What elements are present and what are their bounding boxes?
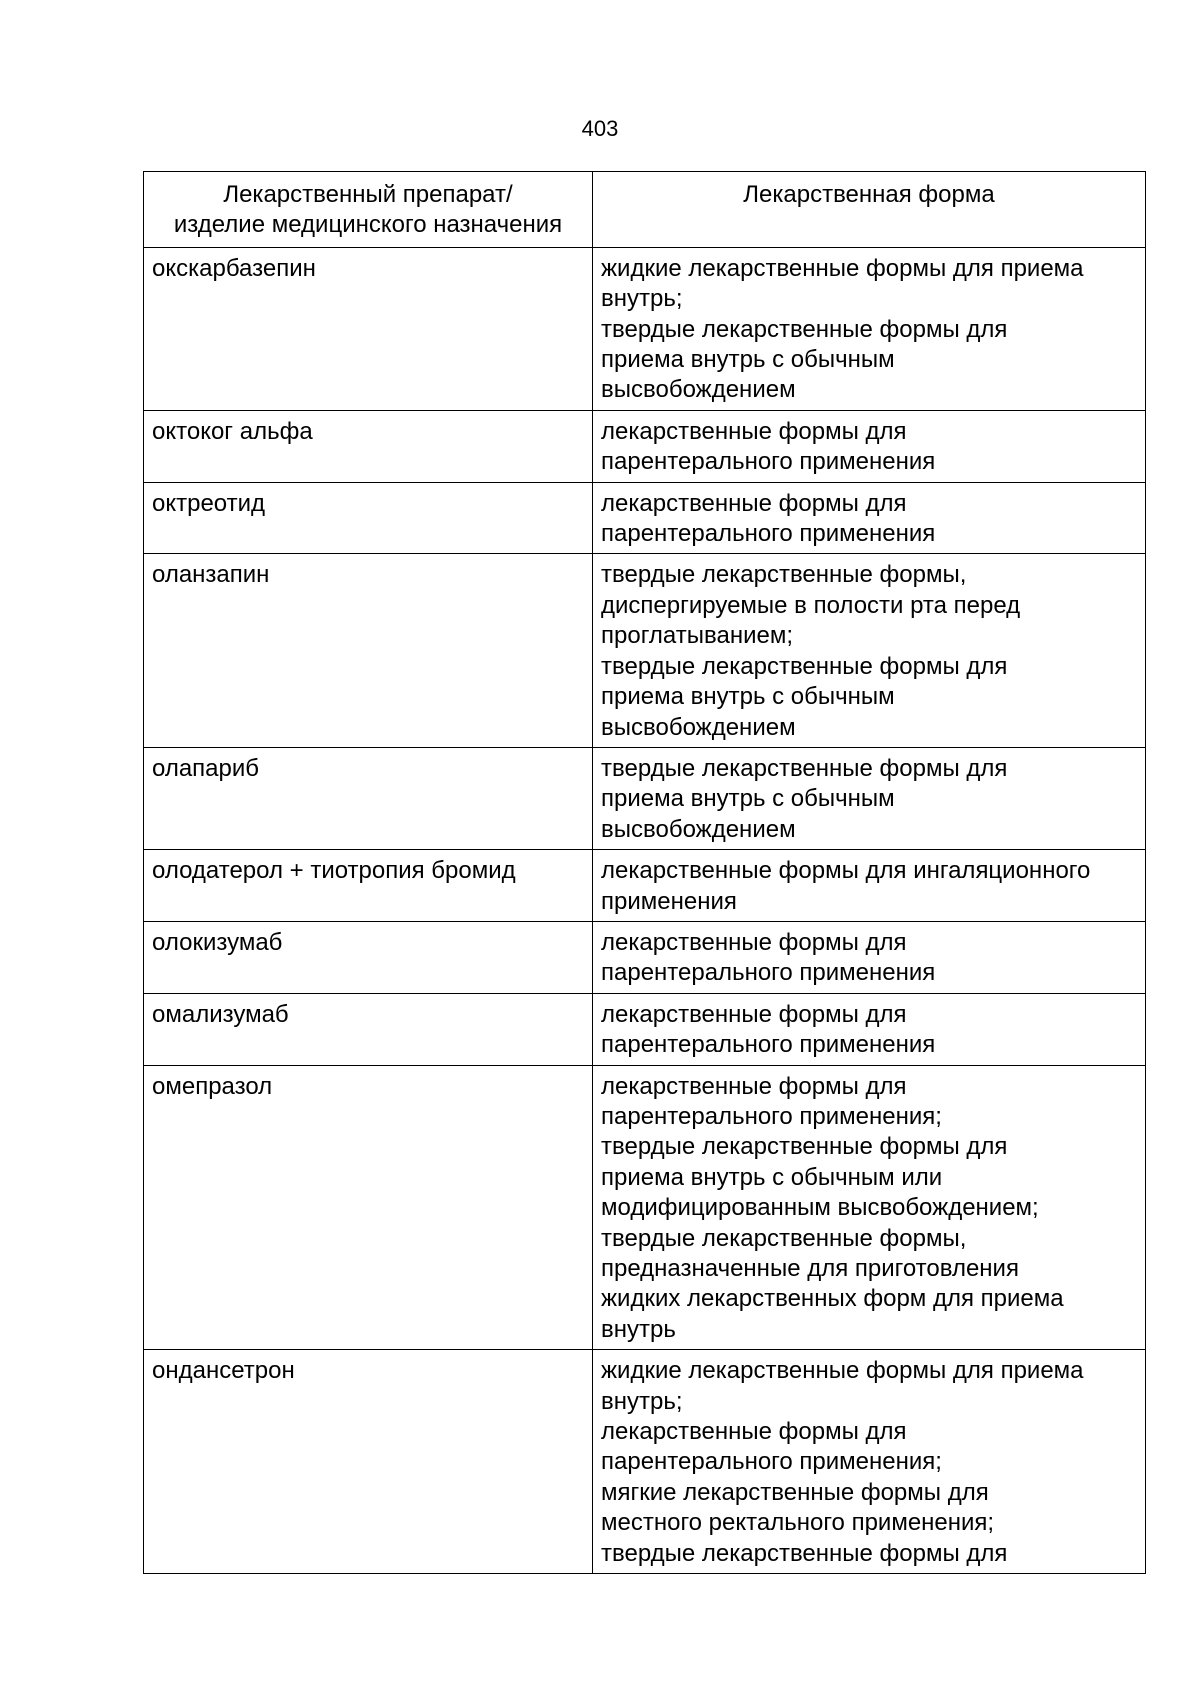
dosage-form-cell [593,554,1146,747]
dosage-form-line: внутрь [601,1315,676,1343]
dosage-form-line: парентерального применения [601,1031,936,1059]
dosage-form-line: жидких лекарственных форм для приема [601,1285,1064,1313]
table-row [144,410,1146,482]
drug-name-line: омепразол [152,1072,273,1100]
table-row [144,554,1146,747]
drug-table [143,171,1146,1574]
dosage-form-line: парентерального применения; [601,1448,942,1476]
page-number: 403 [581,116,619,141]
dosage-form-line: парентерального применения [601,448,936,476]
drug-name-line: ондансетрон [152,1357,295,1385]
drug-name-cell [144,850,593,922]
dosage-form-line: мягкие лекарственные формы для [601,1478,989,1506]
dosage-form-line: высвобождением [601,376,796,404]
dosage-form-line: жидкие лекарственные формы для приема [601,254,1084,282]
dosage-form-cell [593,921,1146,993]
table-row [144,921,1146,993]
dosage-form-cell [593,482,1146,554]
header-text-line: Лекарственный препарат/ [223,181,513,208]
dosage-form-line: твердые лекарственные формы для [601,754,1008,782]
dosage-form-cell [593,993,1146,1065]
drug-name-cell [144,482,593,554]
dosage-form-cell [593,410,1146,482]
table-row [144,482,1146,554]
table-row [144,747,1146,849]
dosage-form-line: твердые лекарственные формы для [601,1133,1008,1161]
dosage-form-line: местного ректального применения; [601,1509,995,1537]
dosage-form-cell [593,747,1146,849]
dosage-form-cell [593,247,1146,410]
dosage-form-line: твердые лекарственные формы, [601,561,967,589]
dosage-form-line: лекарственные формы для [601,417,907,445]
dosage-form-line: твердые лекарственные формы для [601,652,1008,680]
table-row [144,247,1146,410]
drug-name-cell [144,1065,593,1350]
table-row [144,993,1146,1065]
dosage-form-line: лекарственные формы для [601,1000,907,1028]
drug-name-cell [144,747,593,849]
column-header-form [593,172,1146,248]
dosage-form-line: высвобождением [601,815,796,843]
table-row [144,1350,1146,1574]
dosage-form-line: лекарственные формы для ингаляционного [601,857,1091,885]
dosage-form-line: приема внутрь с обычным [601,346,895,374]
dosage-form-line: твердые лекарственные формы для [601,315,1008,343]
drug-name-cell [144,1350,593,1574]
table-row [144,1065,1146,1350]
drug-name-line: олапариб [152,754,260,782]
dosage-form-line: внутрь; [601,1387,683,1415]
dosage-form-line: парентерального применения [601,959,936,987]
dosage-form-cell [593,1065,1146,1350]
dosage-form-line: лекарственные формы для [601,1072,907,1100]
dosage-form-line: твердые лекарственные формы для [601,1539,1008,1567]
dosage-form-line: диспергируемые в полости рта перед [601,591,1021,619]
dosage-form-cell [593,850,1146,922]
dosage-form-line: приема внутрь с обычным [601,683,895,711]
drug-name-cell [144,247,593,410]
dosage-form-line: высвобождением [601,713,796,741]
table-row [144,850,1146,922]
drug-name-cell [144,410,593,482]
dosage-form-line: парентерального применения [601,520,936,548]
dosage-form-line: применения [601,887,737,915]
dosage-form-cell [593,1350,1146,1574]
table-header [144,172,1146,248]
dosage-form-line: парентерального применения; [601,1102,942,1130]
dosage-form-line: лекарственные формы для [601,1418,907,1446]
dosage-form-line: модифицированным высвобождением; [601,1194,1039,1222]
drug-name-line: олокизумаб [152,928,283,956]
dosage-form-line: приема внутрь с обычным [601,785,895,813]
drug-name-cell [144,993,593,1065]
dosage-form-line: проглатыванием; [601,622,793,650]
table-body [144,247,1146,1573]
column-header-drug [144,172,593,248]
drug-name-cell [144,921,593,993]
drug-name-line: окскарбазепин [152,254,316,282]
dosage-form-line: приема внутрь с обычным или [601,1163,943,1191]
drug-name-line: омализумаб [152,1000,289,1028]
header-text-line: Лекарственная форма [743,181,995,208]
dosage-form-line: лекарственные формы для [601,489,907,517]
dosage-form-line: предназначенные для приготовления [601,1255,1019,1282]
header-row [144,172,1146,248]
drug-name-line: оланзапин [152,561,270,589]
drug-name-cell [144,554,593,747]
dosage-form-line: твердые лекарственные формы, [601,1224,967,1252]
header-text-line: изделие медицинского назначения [173,211,563,239]
dosage-form-line: жидкие лекарственные формы для приема [601,1357,1084,1385]
drug-name-line: октреотид [152,489,266,517]
dosage-form-line: лекарственные формы для [601,928,907,956]
dosage-form-line: внутрь; [601,285,683,313]
drug-name-line: олодатерол + тиотропия бромид [152,857,516,885]
drug-name-line: октоког альфа [152,417,313,445]
